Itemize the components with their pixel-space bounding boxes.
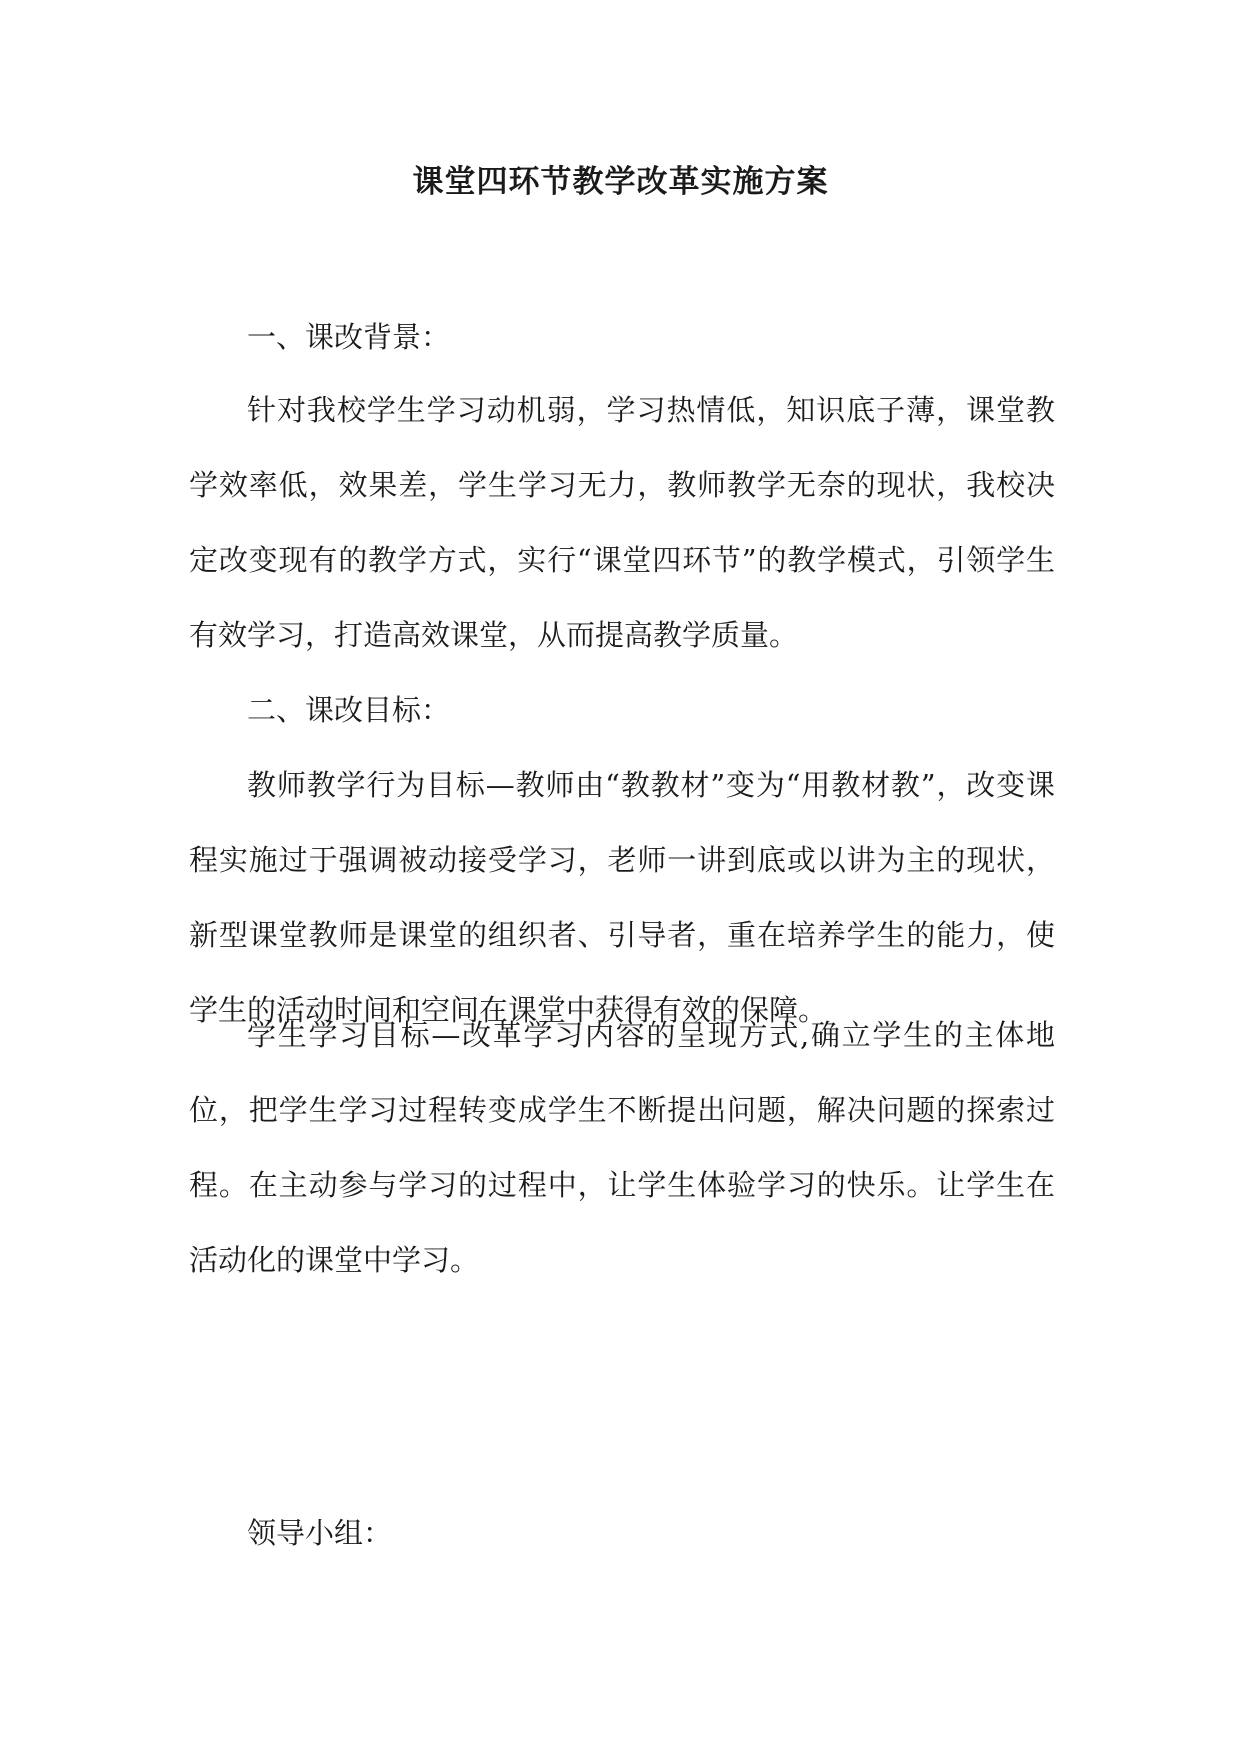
section-heading-leadership: 领导小组：	[247, 1516, 393, 1550]
section-heading-background: 一、课改背景：	[247, 320, 451, 354]
paragraph-student-goal: 学生学习目标—改革学习内容的呈现方式,确立学生的主体地位，把学生学习过程转变成学生不断提出问题，解决问题的探索过程。在主动参与学习的过程中，让学生体验学习的快乐。让学生在活动化的课堂中学习。	[189, 1018, 1055, 1277]
section-heading-goals: 二、课改目标：	[247, 693, 451, 727]
document-title: 课堂四环节教学改革实施方案	[412, 164, 829, 200]
paragraph-teacher-goal: 教师教学行为目标—教师由“教教材”变为“用教材教”，改变课程实施过于强调被动接受学习，老师一讲到底或以讲为主的现状，新型课堂教师是课堂的组织者、引导者，重在培养学生的能力，使学生的活动时间和空间在课堂中获得有效的保障。	[189, 768, 1055, 1027]
paragraph-background: 针对我校学生学习动机弱，学习热情低，知识底子薄，课堂教学效率低，效果差，学生学习无力，教师教学无奈的现状，我校决定改变现有的教学方式，实行“课堂四环节”的教学模式，引领学生有效学习，打造高效课堂，从而提高教学质量。	[189, 393, 1055, 652]
